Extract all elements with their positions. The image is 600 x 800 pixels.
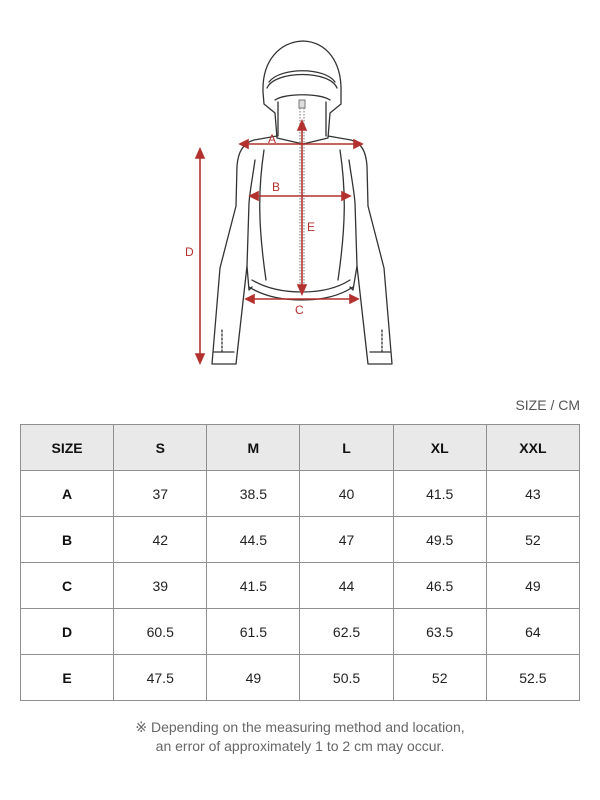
table-cell: 42 [114, 517, 207, 563]
dim-label-b: B [272, 180, 281, 194]
table-cell: 37 [114, 471, 207, 517]
header-size-m: M [207, 425, 300, 471]
table-cell: 52 [486, 517, 579, 563]
table-cell: 63.5 [393, 609, 486, 655]
table-row [21, 471, 580, 517]
table-cell: 39 [114, 563, 207, 609]
header-size-xl: XL [393, 425, 486, 471]
table-cell: 49 [486, 563, 579, 609]
measurement-note-line-2: an error of approximately 1 to 2 cm may occur. [155, 738, 445, 754]
row-label: A [21, 471, 114, 517]
size-chart-table [20, 424, 580, 701]
dim-label-e: E [307, 220, 316, 234]
measurement-note-line-1: ※ Depending on the measuring method and location, [135, 719, 465, 735]
header-size-l: L [300, 425, 393, 471]
table-cell: 44 [300, 563, 393, 609]
table-cell: 50.5 [300, 655, 393, 701]
table-cell: 62.5 [300, 609, 393, 655]
table-cell: 41.5 [207, 563, 300, 609]
table-cell: 49.5 [393, 517, 486, 563]
table-row [21, 517, 580, 563]
table-cell: 61.5 [207, 609, 300, 655]
row-label: D [21, 609, 114, 655]
table-row [21, 655, 580, 701]
table-cell: 49 [207, 655, 300, 701]
table-cell: 47 [300, 517, 393, 563]
table-cell: 44.5 [207, 517, 300, 563]
table-cell: 40 [300, 471, 393, 517]
header-size-s: S [114, 425, 207, 471]
hoodie-sketch [0, 0, 600, 380]
hood-brim [267, 75, 337, 89]
table-row [21, 563, 580, 609]
table-cell: 46.5 [393, 563, 486, 609]
row-label: E [21, 655, 114, 701]
row-label: C [21, 563, 114, 609]
dim-label-a: A [268, 132, 277, 146]
dim-label-c: C [295, 303, 304, 317]
table-cell: 52.5 [486, 655, 579, 701]
unit-label: SIZE / CM [515, 397, 580, 413]
table-cell: 52 [393, 655, 486, 701]
garment-diagram [0, 0, 600, 380]
table-cell: 60.5 [114, 609, 207, 655]
header-size-xxl: XXL [486, 425, 579, 471]
table-cell: 64 [486, 609, 579, 655]
table-cell: 47.5 [114, 655, 207, 701]
table-cell: 38.5 [207, 471, 300, 517]
table-cell: 43 [486, 471, 579, 517]
table-row [21, 609, 580, 655]
dim-label-d: D [185, 245, 194, 259]
header-corner: SIZE [21, 425, 114, 471]
row-label: B [21, 517, 114, 563]
table-cell: 41.5 [393, 471, 486, 517]
table-header-row [21, 425, 580, 471]
